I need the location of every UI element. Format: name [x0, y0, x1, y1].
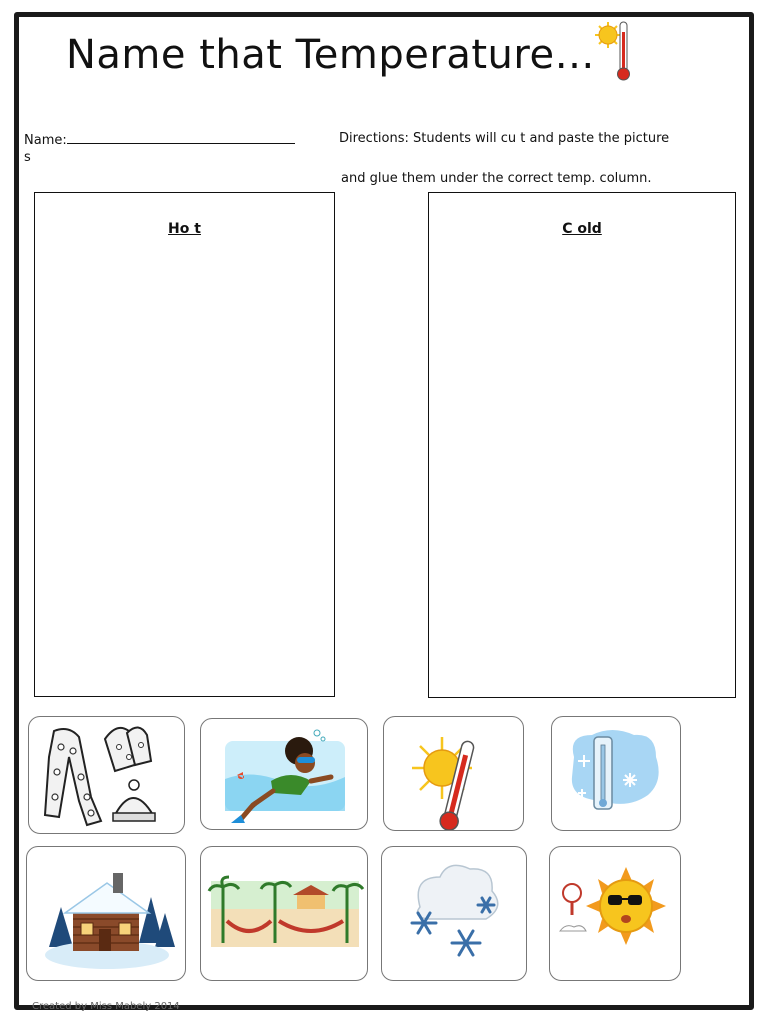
cold-column[interactable]	[428, 192, 736, 698]
picture-card-hot-thermometer[interactable]	[383, 716, 524, 831]
hot-column[interactable]	[34, 192, 335, 697]
name-label: Name:	[24, 133, 67, 148]
hot-column-title: Ho t	[168, 221, 201, 237]
cold-column-title: C old	[562, 221, 602, 237]
beach-hammocks-icon	[201, 847, 368, 981]
page-title: Name that Temperature…	[66, 32, 596, 78]
picture-card-swimming[interactable]	[200, 718, 368, 830]
scarf-mittens-hat-icon	[29, 717, 185, 834]
picture-card-winter-clothes[interactable]	[28, 716, 185, 834]
swimming-boy-icon	[201, 719, 368, 830]
picture-card-snowy-cabin[interactable]	[26, 846, 186, 981]
footer-credit: Created by Miss Mabely 2014	[32, 1001, 180, 1012]
snowy-cabin-icon	[27, 847, 186, 981]
name-suffix: s	[24, 150, 31, 165]
name-field[interactable]	[24, 131, 295, 166]
directions-line-1: Directions: Students will cu t and paste the picture	[339, 131, 670, 146]
picture-card-beach[interactable]	[200, 846, 368, 981]
picture-card-hot-sun[interactable]	[549, 846, 681, 981]
directions-line-2: and glue them under the correct temp. column.	[341, 171, 652, 186]
sun-thermometer-icon	[588, 16, 640, 86]
sun-thermometer-icon	[384, 717, 524, 831]
name-blank-line[interactable]	[67, 131, 295, 144]
snowflakes-cloud-icon	[382, 847, 527, 981]
picture-card-snowflakes[interactable]	[381, 846, 527, 981]
sun-sunglasses-fan-icon	[550, 847, 681, 981]
cold-thermometer-icon	[552, 717, 681, 831]
picture-card-cold-thermometer[interactable]	[551, 716, 681, 831]
